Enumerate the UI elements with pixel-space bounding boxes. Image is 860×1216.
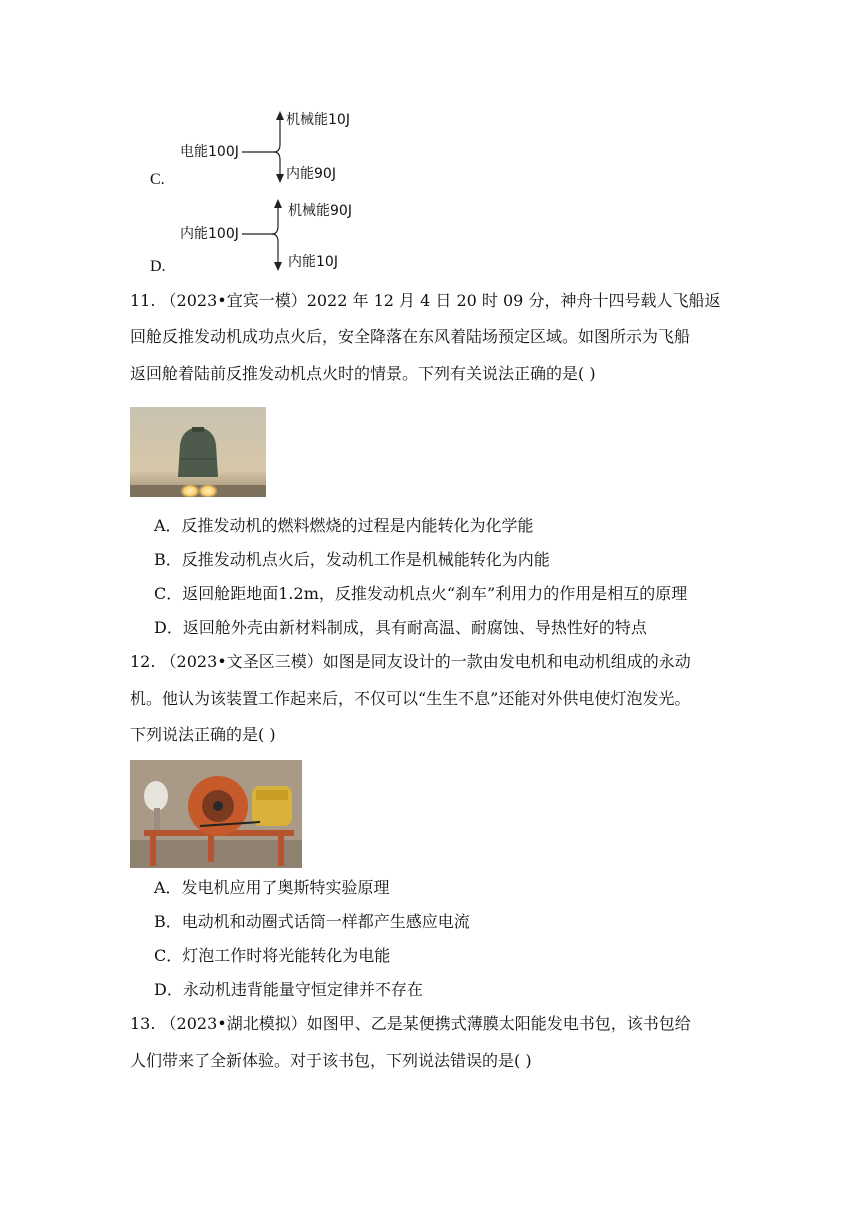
q12-stem-line-2: 机。他认为该装置工作起来后，不仅可以“生生不息”还能对外供电使灯泡发光。: [130, 689, 691, 708]
q11-stem-line-2: 回舱反推发动机成功点火后，安全降落在东风着陆场预定区域。如图所示为飞船: [130, 327, 691, 346]
option-d-bottom-label: 内能10J: [288, 254, 338, 270]
q11-stem-line-3: 返回舱着陆前反推发动机点火时的情景。下列有关说法正确的是( ): [130, 364, 596, 383]
q12-option-c: C．灯泡工作时将光能转化为电能: [154, 946, 391, 965]
q12-option-a: A．发电机应用了奥斯特实验原理: [154, 878, 390, 897]
option-c-top-label: 机械能10J: [286, 112, 350, 128]
option-d-source-label: 内能100J: [180, 226, 239, 242]
q11-option-c: C．返回舱距地面1.2m，反推发动机点火“刹车”利用力的作用是相互的原理: [154, 584, 688, 603]
q12-stem-line-3: 下列说法正确的是( ): [130, 725, 276, 744]
option-c-source-label: 电能100J: [180, 144, 239, 160]
option-d-letter: D.: [150, 258, 166, 275]
q11-option-b: B．反推发动机点火后，发动机工作是机械能转化为内能: [154, 550, 550, 569]
q12-stem-line-1: 12. （2023•文圣区三模）如图是同友设计的一款由发电机和电动机组成的永动: [130, 652, 691, 671]
q13-stem-line-1: 13. （2023•湖北模拟）如图甲、乙是某便携式薄膜太阳能发电书包，该书包给: [130, 1014, 691, 1033]
q11-option-d: D．返回舱外壳由新材料制成，具有耐高温、耐腐蚀、导热性好的特点: [154, 618, 647, 637]
q11-option-a: A．反推发动机的燃料燃烧的过程是内能转化为化学能: [154, 516, 534, 535]
option-c-bottom-label: 内能90J: [286, 166, 336, 182]
option-d-top-label: 机械能90J: [288, 203, 352, 219]
q12-option-b: B．电动机和动圈式话筒一样都产生感应电流: [154, 912, 470, 931]
option-c-letter: C.: [150, 171, 165, 188]
q13-stem-line-2: 人们带来了全新体验。对于该书包，下列说法错误的是( ): [130, 1051, 532, 1070]
q11-stem-line-1: 11. （2023•宜宾一模）2022 年 12 月 4 日 20 时 09 分，神舟十四号载人飞船返: [130, 291, 721, 310]
q12-option-d: D．永动机违背能量守恒定律并不存在: [154, 980, 423, 999]
return-capsule-photo: [130, 407, 266, 497]
perpetual-motion-machine-photo: [130, 760, 302, 868]
